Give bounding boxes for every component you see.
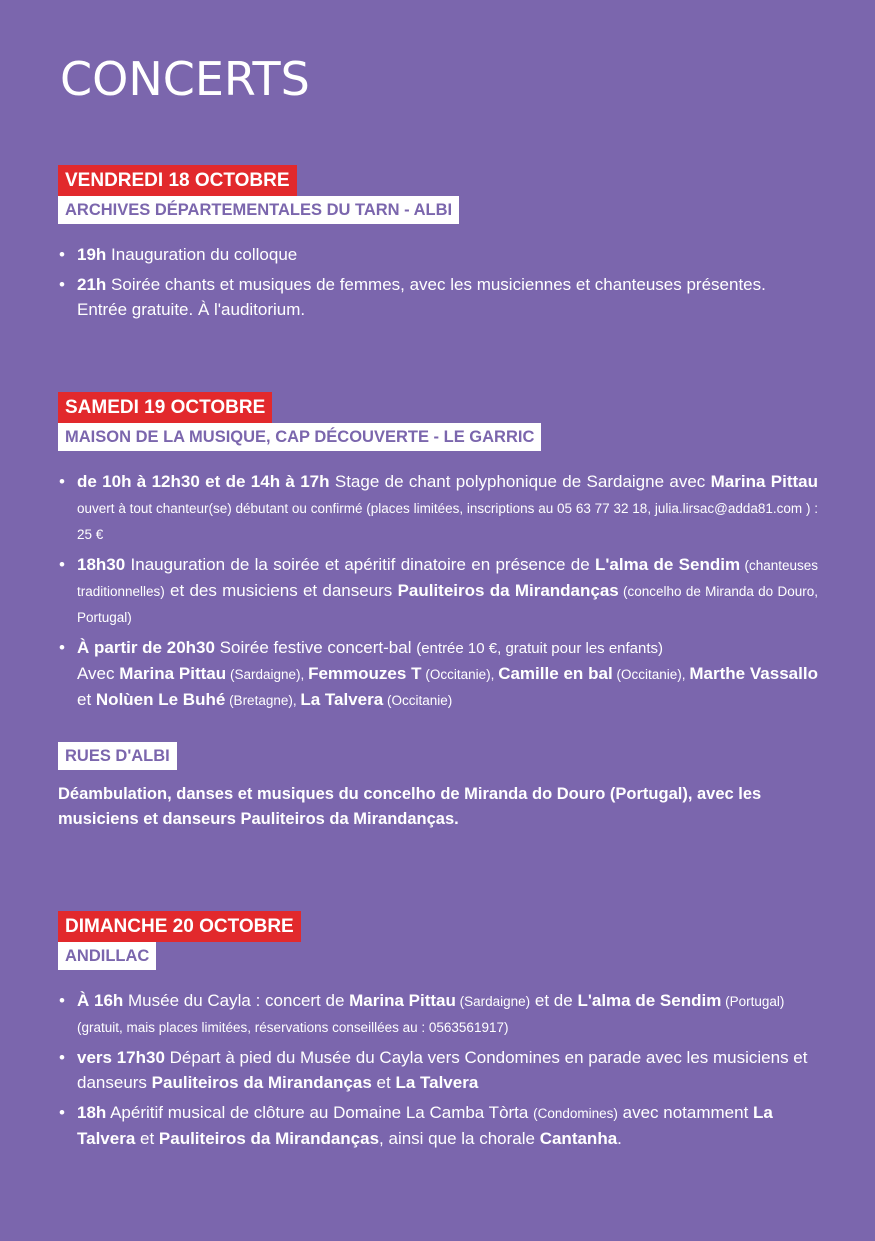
item-note: (chanteuses traditionnelles) [77, 558, 818, 599]
artist-name: L'alma de Sendim [595, 555, 741, 574]
item-time: À 16h [77, 991, 124, 1010]
list-item [58, 272, 818, 322]
artist-name: Camille en bal [498, 664, 613, 683]
sunday-list [58, 988, 818, 1151]
day-label-saturday: SAMEDI 19 OCTOBRE [58, 392, 272, 423]
artist-name: L'alma de Sendim [577, 991, 722, 1010]
artist-name: Marina Pittau [710, 472, 818, 491]
list-item [58, 1045, 818, 1095]
item-time: de 10h à 12h30 et de 14h à 17h [77, 472, 330, 491]
venue-label-sunday: ANDILLAC [58, 942, 156, 970]
saturday-list [58, 469, 818, 713]
artist-name: Femmouzes T [308, 664, 422, 683]
item-text: Avec [77, 664, 120, 683]
item-text: Inauguration du colloque [106, 245, 298, 264]
item-note: (Portugal) (gratuit, mais places limitées, réservations conseillées au : 0563561917) [77, 994, 785, 1035]
item-note: (Condomines) [533, 1106, 618, 1121]
item-note: (Bretagne), [225, 693, 301, 708]
item-text: et [371, 1073, 396, 1092]
page-title: CONCERTS [60, 52, 310, 106]
item-time: 21h [77, 275, 107, 294]
list-item [58, 242, 818, 267]
item-text: Apéritif musical de clôture au Domaine La Camba Tòrta [106, 1103, 534, 1122]
saturday-section [58, 392, 818, 718]
item-text: Soirée festive concert-bal [214, 638, 417, 657]
item-time: vers 17h30 [77, 1048, 165, 1067]
venue-label-streets: RUES D'ALBI [58, 742, 177, 770]
streets-section [58, 742, 818, 832]
item-note: (entrée 10 €, gratuit pour les enfants) [416, 640, 664, 657]
artist-name: La Talvera [395, 1073, 479, 1092]
artist-name: Cantanha [539, 1129, 618, 1148]
item-text: Musée du Cayla : concert de [123, 991, 350, 1010]
item-text: et de [530, 991, 578, 1010]
item-text: Soirée chants et musiques de femmes, avec les musiciennes et chanteuses présentes. Entrée gratuite. À l'auditorium. [77, 275, 766, 319]
item-time: 18h [77, 1103, 107, 1122]
item-time: À partir de 20h30 [77, 638, 215, 657]
list-item [58, 635, 818, 713]
item-time: 19h [77, 245, 107, 264]
item-text: Départ à pied du Musée du Cayla vers Condomines en parade avec les musiciens et danseurs [77, 1048, 808, 1092]
item-text: , ainsi que la chorale [379, 1129, 540, 1148]
item-note: (concelho de Miranda do Douro, Portugal) [77, 584, 818, 625]
item-note: (Sardaigne), [226, 667, 309, 682]
artist-name: Pauliteiros da Mirandanças [158, 1129, 380, 1148]
item-text: . [617, 1129, 622, 1148]
list-item [58, 469, 818, 547]
artist-name: Marina Pittau [349, 991, 456, 1010]
artist-name: La Talvera [77, 1103, 773, 1148]
item-note: (Sardaigne) [455, 994, 531, 1009]
venue-label-friday: ARCHIVES DÉPARTEMENTALES DU TARN - ALBI [58, 196, 459, 224]
artist-name: Pauliteiros da Mirandanças [151, 1073, 372, 1092]
item-text: avec notamment [617, 1103, 754, 1122]
item-text: et des musiciens et danseurs [164, 581, 398, 600]
list-item [58, 1100, 818, 1151]
sunday-section [58, 911, 818, 1156]
item-text: Inauguration de la soirée et apéritif dinatoire en présence de [125, 555, 595, 574]
day-label-friday: VENDREDI 18 OCTOBRE [58, 165, 297, 196]
friday-list [58, 242, 818, 322]
item-note: ouvert à tout chanteur(se) débutant ou confirmé (places limitées, inscriptions au 05 63 77 32 18, julia.lirsac@adda81.com ) : 25 € [77, 501, 818, 542]
item-text: et [135, 1129, 159, 1148]
artist-name: Pauliteiros da Mirandanças [397, 581, 619, 600]
streets-description: Déambulation, danses et musiques du concelho de Miranda do Douro (Portugal), avec les musiciens et danseurs Pauliteiros da Mirandanças. [58, 785, 762, 828]
list-item [58, 552, 818, 630]
item-note: (Occitanie) [383, 693, 453, 708]
item-text: Stage de chant polyphonique de Sardaigne avec [329, 472, 711, 491]
item-note: (Occitanie), [421, 667, 499, 682]
artist-name: Marina Pittau [119, 664, 227, 683]
day-label-sunday: DIMANCHE 20 OCTOBRE [58, 911, 301, 942]
item-time: 18h30 [77, 555, 126, 574]
item-text: et [77, 690, 96, 709]
list-item [58, 988, 818, 1040]
artist-name: Nolùen Le Buhé [95, 690, 226, 709]
item-note: (Occitanie), [612, 667, 690, 682]
artist-name: La Talvera [300, 690, 384, 709]
friday-section [58, 165, 818, 327]
artist-name: Marthe Vassallo [689, 664, 818, 683]
venue-label-saturday: MAISON DE LA MUSIQUE, CAP DÉCOUVERTE - LE GARRIC [58, 423, 541, 451]
